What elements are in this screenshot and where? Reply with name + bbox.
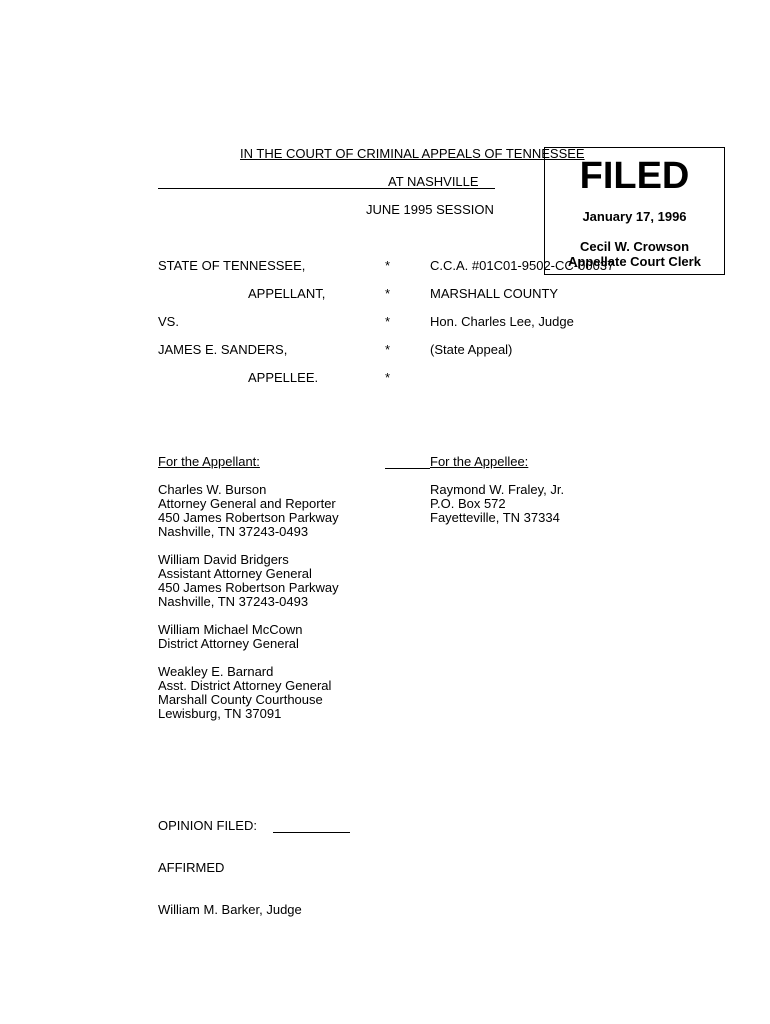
counsel-line: 450 James Robertson Parkway: [158, 510, 339, 525]
appellant-counsel-heading: For the Appellant:: [158, 454, 260, 469]
counsel-line: 450 James Robertson Parkway: [158, 580, 339, 595]
caption-asterisk: *: [385, 342, 391, 357]
counsel-line: William Michael McCown: [158, 622, 303, 637]
party-appellee-name: JAMES E. SANDERS,: [158, 342, 288, 357]
caption-asterisk: *: [385, 314, 391, 329]
party-appellant-role: APPELLANT,: [248, 286, 326, 301]
caption-asterisk: *: [385, 286, 391, 301]
court-session: JUNE 1995 SESSION: [366, 202, 494, 217]
counsel-line: Lewisburg, TN 37091: [158, 706, 282, 721]
filed-stamp: [544, 147, 725, 275]
counsel-line: William David Bridgers: [158, 552, 289, 567]
appellant-counsel-block: [158, 623, 302, 651]
opinion-filed-label: OPINION FILED:: [158, 818, 257, 833]
counsel-line: Fayetteville, TN 37334: [430, 510, 560, 525]
counsel-line: Nashville, TN 37243-0493: [158, 524, 309, 539]
stamp-clerk-role: Appellate Court Clerk: [568, 254, 701, 269]
counsel-line: Raymond W. Fraley, Jr.: [430, 482, 565, 497]
caption-asterisk: *: [385, 258, 391, 273]
opinion-author: William M. Barker, Judge: [158, 902, 302, 917]
caption-asterisk: *: [385, 370, 391, 385]
appellant-counsel-block: [158, 553, 339, 609]
appeal-type: (State Appeal): [430, 342, 513, 357]
party-appellant-name: STATE OF TENNESSEE,: [158, 258, 306, 273]
court-location: AT NASHVILLE: [388, 174, 479, 189]
appellant-counsel-block: [158, 483, 339, 539]
county: MARSHALL COUNTY: [430, 286, 559, 301]
court-heading: IN THE COURT OF CRIMINAL APPEALS OF TENNESSEE: [240, 146, 585, 161]
opinion-filed-blank: [273, 832, 350, 833]
party-appellee-role: APPELLEE.: [248, 370, 319, 385]
appellee-counsel-heading: For the Appellee:: [430, 454, 529, 469]
stamp-clerk-name: Cecil W. Crowson: [579, 239, 690, 254]
appellee-counsel-block: [430, 483, 564, 525]
counsel-line: Assistant Attorney General: [158, 566, 312, 581]
trial-judge: Hon. Charles Lee, Judge: [430, 314, 574, 329]
counsel-line: Nashville, TN 37243-0493: [158, 594, 309, 609]
counsel-line: P.O. Box 572: [430, 496, 506, 511]
counsel-line: Attorney General and Reporter: [158, 496, 336, 511]
counsel-line: Asst. District Attorney General: [158, 678, 332, 693]
counsel-line: Charles W. Burson: [158, 482, 267, 497]
counsel-line: Marshall County Courthouse: [158, 692, 323, 707]
stamp-title: FILED: [579, 155, 690, 197]
case-number: C.C.A. #01C01-9502-CC-00037: [430, 258, 615, 273]
counsel-heading-rule: [385, 468, 430, 469]
stamp-date: January 17, 1996: [582, 209, 687, 224]
caption-versus: VS.: [158, 314, 179, 329]
counsel-line: Weakley E. Barnard: [158, 664, 274, 679]
appellant-counsel-block: [158, 665, 331, 721]
disposition: AFFIRMED: [158, 860, 225, 875]
counsel-line: District Attorney General: [158, 636, 299, 651]
